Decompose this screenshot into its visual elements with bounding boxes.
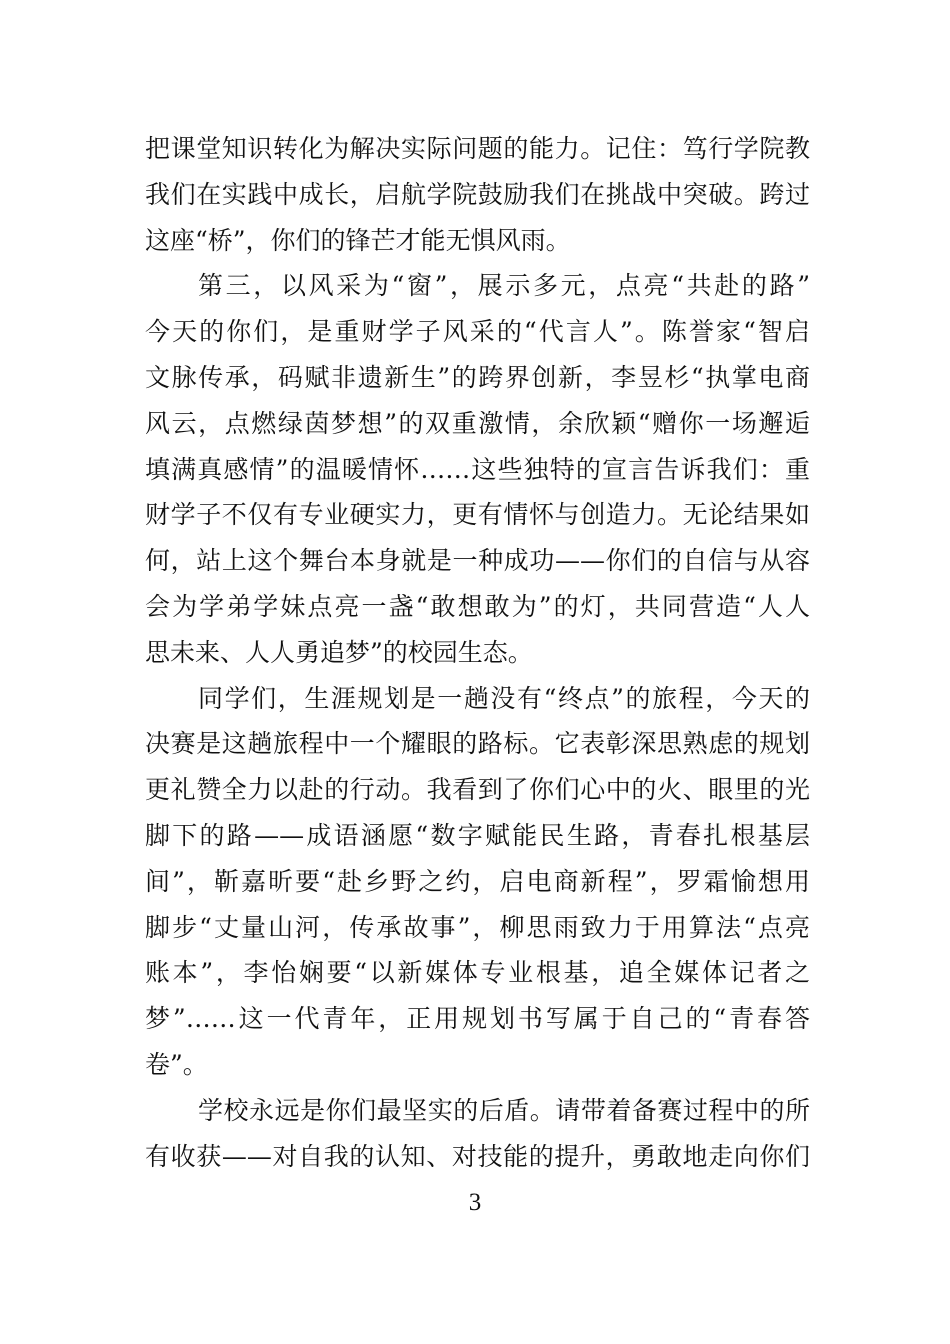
text-line: 脚步“丈量山河，传承故事”，柳思雨致力于用算法“点亮 <box>145 912 810 942</box>
text-line: 我们在实践中成长，启航学院鼓励我们在挑战中突破。跨过 <box>145 179 810 209</box>
text-line: 卷”。 <box>145 1049 208 1079</box>
text-line: 更礼赞全力以赴的行动。我看到了你们心中的火、眼里的光 <box>145 775 810 805</box>
text-line: 决赛是这趟旅程中一个耀眼的路标。它表彰深思熟虑的规划 <box>145 729 810 759</box>
text-line: 何，站上这个舞台本身就是一种成功——你们的自信与从容 <box>145 546 810 576</box>
page-number: 3 <box>468 1189 482 1216</box>
text-line: 脚下的路——成语涵愿“数字赋能民生路，青春扎根基层 <box>145 820 810 850</box>
document-body <box>145 126 810 1179</box>
text-line: 梦”……这一代青年，正用规划书写属于自己的“青春答 <box>145 1004 810 1034</box>
paragraph-first-line: 同学们，生涯规划是一趟没有“终点”的旅程，今天的 <box>198 683 810 713</box>
text-line: 文脉传承，码赋非遗新生”的跨界创新，李昱杉“执掌电商 <box>145 362 810 392</box>
text-line: 有收获——对自我的认知、对技能的提升，勇敢地走向你们 <box>145 1141 810 1171</box>
text-line: 思未来、人人勇追梦”的校园生态。 <box>145 637 533 667</box>
text-line: 风云，点燃绿茵梦想”的双重激情，余欣颖“赠你一场邂逅 <box>145 408 810 438</box>
text-line: 这座“桥”，你们的锋芒才能无惧风雨。 <box>145 225 571 255</box>
text-line: 会为学弟学妹点亮一盏“敢想敢为”的灯，共同营造“人人 <box>145 591 810 621</box>
paragraph-first-line: 学校永远是你们最坚实的后盾。请带着备赛过程中的所 <box>198 1095 810 1125</box>
text-line: 填满真感情”的温暖情怀……这些独特的宣言告诉我们：重 <box>145 454 810 484</box>
text-line: 把课堂知识转化为解决实际问题的能力。记住：笃行学院教 <box>145 134 810 163</box>
text-line: 今天的你们，是重财学子风采的“代言人”。陈誉家“智启 <box>145 317 810 347</box>
paragraph-first-line: 第三，以风采为“窗”，展示多元，点亮“共赴的路” <box>198 271 810 301</box>
text-line: 财学子不仅有专业硬实力，更有情怀与创造力。无论结果如 <box>145 500 810 530</box>
text-line: 账本”，李怡娴要“以新媒体专业根基，追全媒体记者之 <box>145 958 810 988</box>
text-line: 间”，靳嘉昕要“赴乡野之约，启电商新程”，罗霜愉想用 <box>145 866 810 896</box>
